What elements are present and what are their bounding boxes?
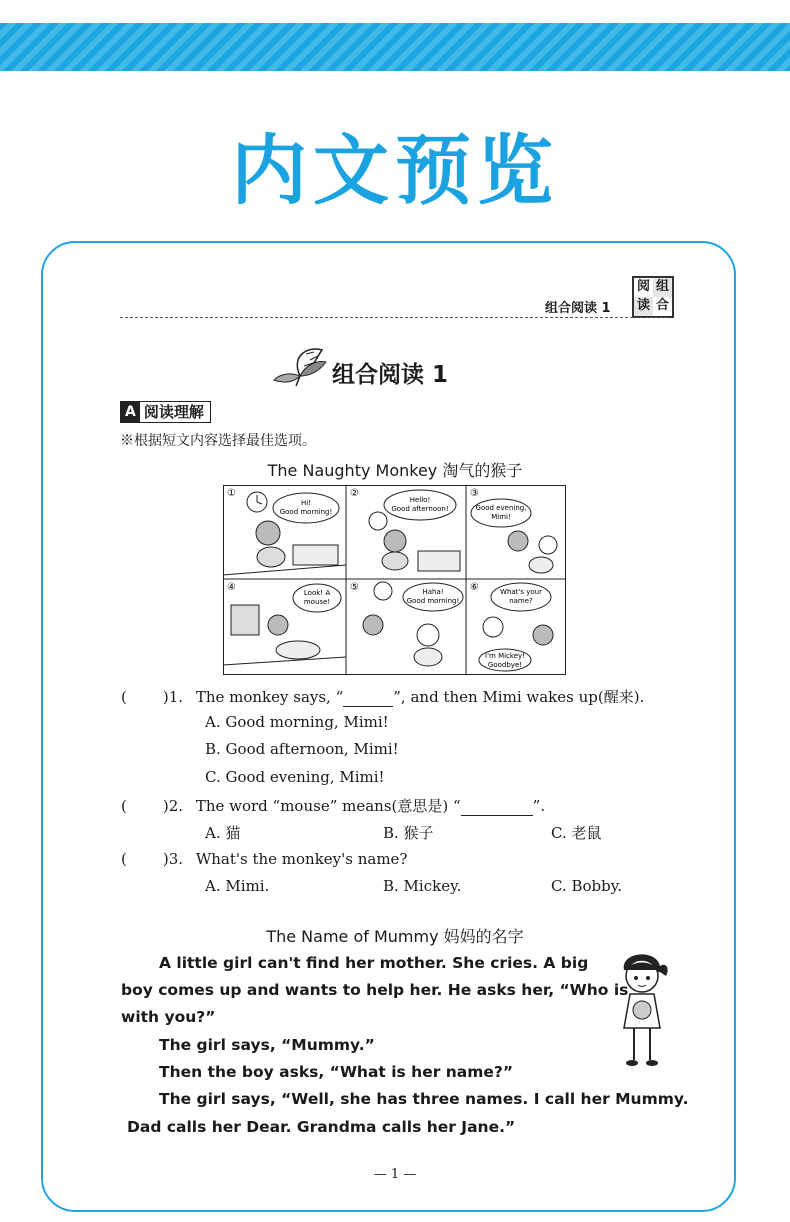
passage-line: with you?” bbox=[121, 1008, 216, 1026]
svg-text:Look! A: Look! A bbox=[303, 589, 331, 597]
option: B. Good afternoon, Mimi! bbox=[205, 740, 399, 758]
svg-text:name?: name? bbox=[509, 597, 533, 605]
svg-text:Haha!: Haha! bbox=[422, 588, 444, 596]
top-banner-stripe bbox=[0, 23, 790, 71]
speech-bubble-line: Good morning! bbox=[279, 508, 333, 516]
badge-char: 合 bbox=[653, 297, 672, 316]
question-2: ( )2. The word “mouse” means(意思是) “ ”. bbox=[121, 797, 546, 815]
butterfly-icon bbox=[270, 346, 328, 388]
passage-line: The girl says, “Mummy.” bbox=[159, 1036, 375, 1054]
svg-text:I'm Mickey!: I'm Mickey! bbox=[485, 652, 525, 660]
story1-title: The Naughty Monkey 淘气的猴子 bbox=[267, 461, 523, 480]
passage-line: Then the boy asks, “What is her name?” bbox=[159, 1063, 514, 1081]
svg-text:mouse!: mouse! bbox=[303, 598, 331, 606]
page-title: 内文预览 bbox=[231, 126, 559, 215]
svg-text:③: ③ bbox=[470, 488, 479, 499]
svg-text:Hello!: Hello! bbox=[409, 496, 431, 504]
header-badge bbox=[632, 276, 674, 318]
header-divider bbox=[120, 317, 668, 318]
option: B. Mickey. bbox=[383, 877, 462, 895]
answer-blank[interactable] bbox=[343, 688, 393, 707]
option: B. 猴子 bbox=[383, 824, 434, 842]
story2-title: The Name of Mummy 妈妈的名字 bbox=[266, 927, 524, 946]
instruction: ※根据短文内容选择最佳选项。 bbox=[120, 433, 316, 449]
svg-text:What's your: What's your bbox=[500, 588, 542, 596]
option: A. Mimi. bbox=[205, 877, 270, 895]
girl-illustration bbox=[610, 948, 674, 1072]
question-3: ( )3. What's the monkey's name? bbox=[121, 850, 408, 868]
page-number: — 1 — bbox=[373, 1167, 417, 1182]
badge-char: 读 bbox=[634, 297, 653, 316]
speech-bubble-line: Hi! bbox=[300, 499, 312, 507]
option: A. Good morning, Mimi! bbox=[205, 713, 389, 731]
svg-text:⑤: ⑤ bbox=[350, 582, 359, 593]
answer-blank[interactable] bbox=[461, 797, 533, 816]
svg-text:⑥: ⑥ bbox=[470, 582, 479, 593]
svg-text:Good evening,: Good evening, bbox=[475, 504, 527, 512]
passage-line: boy comes up and wants to help her. He asks her, “Who is bbox=[121, 981, 629, 999]
badge-char: 阅 bbox=[634, 278, 653, 297]
comic-strip bbox=[223, 485, 566, 675]
part-a-label bbox=[120, 401, 211, 423]
svg-text:Goodbye!: Goodbye! bbox=[487, 661, 523, 669]
svg-text:Good morning!: Good morning! bbox=[406, 597, 460, 605]
passage-line: Dad calls her Dear. Grandma calls her Jane.” bbox=[127, 1118, 516, 1136]
option: C. Good evening, Mimi! bbox=[205, 768, 385, 786]
badge-char: 组 bbox=[653, 278, 672, 297]
question-1: ( )1. The monkey says, “ ”, and then Mimi wakes up(醒来). bbox=[121, 688, 645, 706]
running-header: 组合阅读 1 bbox=[545, 301, 611, 316]
part-a-box: A bbox=[121, 402, 140, 422]
svg-text:②: ② bbox=[350, 488, 359, 499]
svg-text:Mimi!: Mimi! bbox=[491, 513, 511, 521]
option: C. Bobby. bbox=[551, 877, 622, 895]
passage-line: The girl says, “Well, she has three names. I call her Mummy. bbox=[159, 1090, 689, 1108]
part-a-text: 阅读理解 bbox=[143, 403, 204, 421]
svg-text:④: ④ bbox=[227, 582, 236, 593]
section-title: 组合阅读 1 bbox=[332, 362, 449, 388]
option: C. 老鼠 bbox=[551, 824, 602, 842]
svg-text:Good afternoon!: Good afternoon! bbox=[391, 505, 449, 513]
panel-number: ① bbox=[227, 488, 236, 499]
passage-line: A little girl can't find her mother. She cries. A big bbox=[159, 954, 589, 972]
option: A. 猫 bbox=[205, 824, 241, 842]
